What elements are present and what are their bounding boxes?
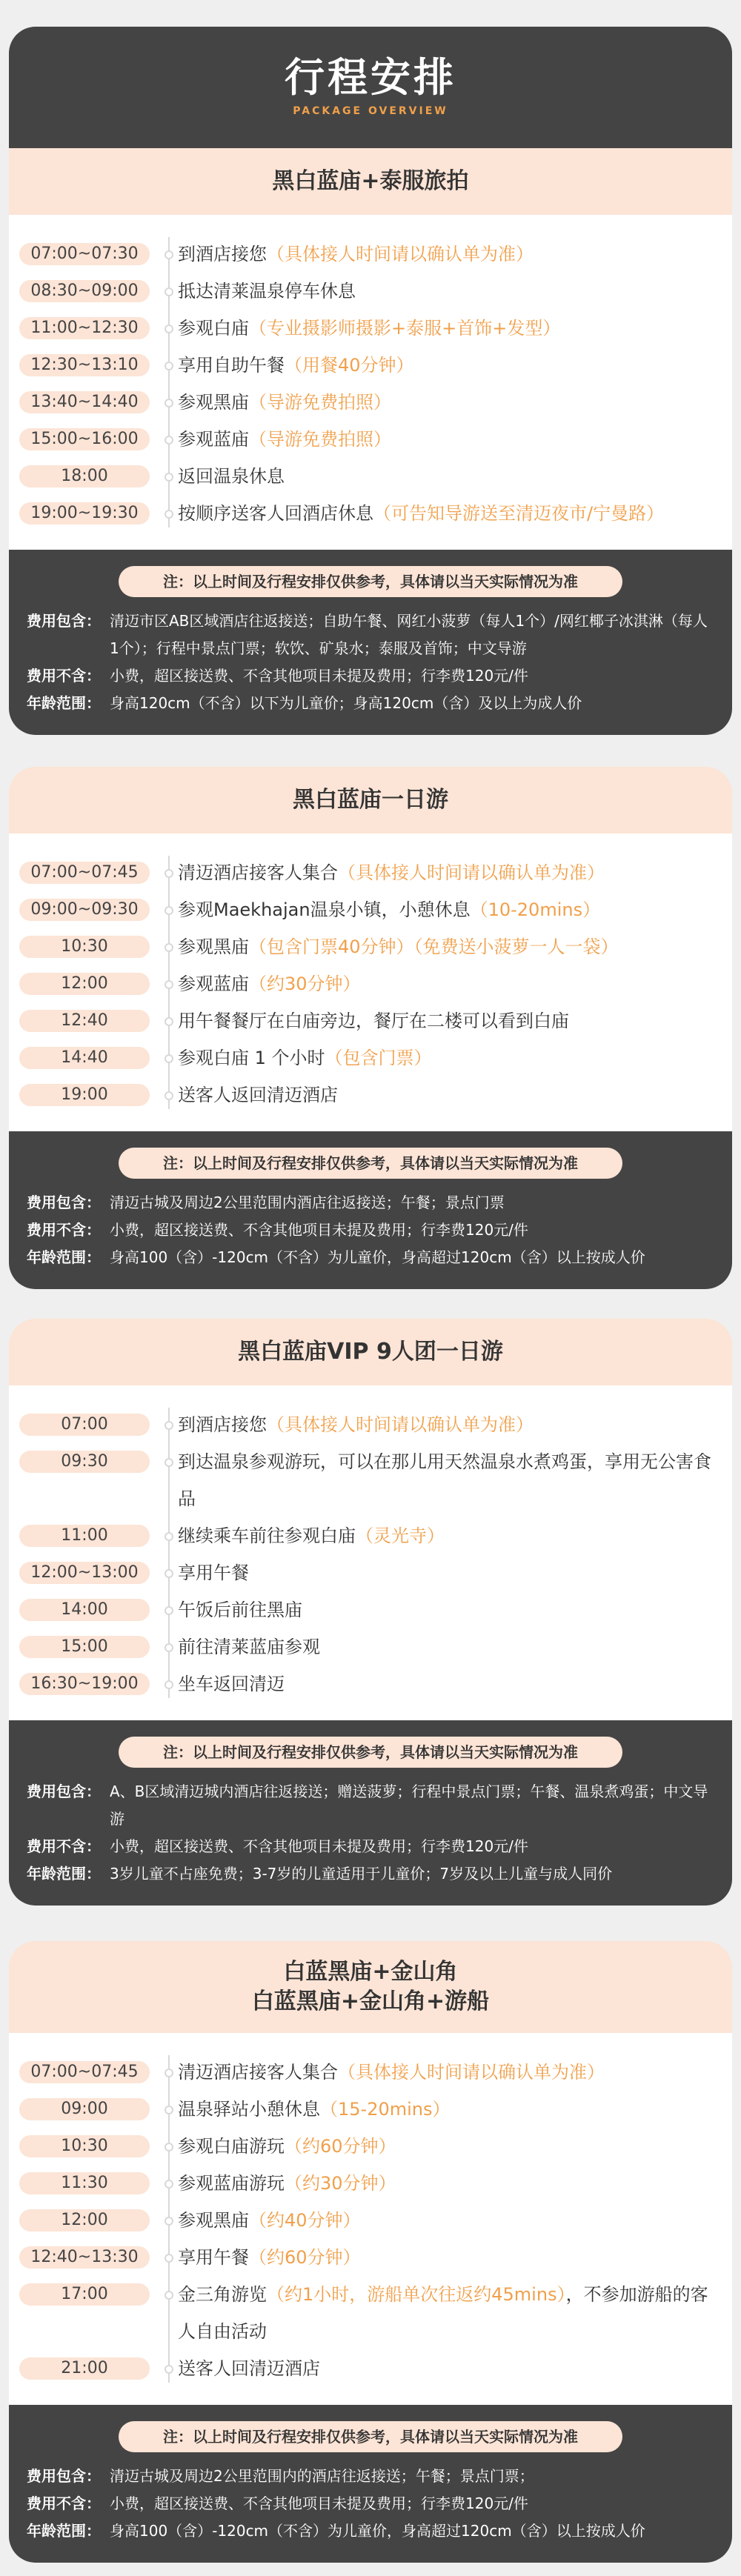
schedule-row <box>9 1517 732 1554</box>
activity-text: 返回温泉休息 <box>178 466 285 487</box>
note-line <box>27 1217 714 1244</box>
schedule-description <box>178 891 732 928</box>
activity-note: （用餐40分钟） <box>285 355 414 376</box>
activity-text: 参观白庙 1 个小时 <box>178 1048 325 1068</box>
time-badge: 09:00 <box>19 2098 150 2120</box>
schedule-row <box>9 236 732 273</box>
note-label: 费用不含： <box>27 1837 101 1855</box>
activity-text: 享用午餐 <box>178 2247 249 2268</box>
timeline-dot <box>165 2069 173 2077</box>
timeline-dot <box>165 436 173 445</box>
timeline-dot <box>165 2291 173 2300</box>
schedule-description <box>178 2091 732 2128</box>
timeline-dot <box>165 1458 173 1467</box>
schedule-description <box>178 1517 732 1554</box>
schedule-description <box>178 1443 732 1517</box>
activity-note: （具体接人时间请以确认单为准） <box>338 2062 605 2083</box>
note-line <box>27 608 714 662</box>
activity-text: 送客人返回清迈酒店 <box>178 1085 338 1105</box>
time-badge: 12:40~13:30 <box>19 2246 150 2269</box>
time-badge: 12:40 <box>19 1010 150 1032</box>
activity-note: （15-20mins） <box>320 2099 451 2120</box>
activity-text: 参观黑庙 <box>178 936 249 957</box>
schedule-description <box>178 928 732 965</box>
note-line <box>27 2463 714 2490</box>
time-badge: 17:00 <box>19 2283 150 2306</box>
note-text: 清迈古城及周边2公里范围内的酒店往返接送；午餐；景点门票； <box>110 2467 534 2485</box>
schedule-row <box>9 347 732 384</box>
activity-text: 用午餐餐厅在白庙旁边，餐厅在二楼可以看到白庙 <box>178 1011 569 1031</box>
timeline-dot <box>165 2180 173 2189</box>
schedule-row <box>9 1554 732 1591</box>
activity-note: （约30分钟） <box>285 2173 396 2194</box>
timeline-dot <box>165 2365 173 2374</box>
time-badge: 09:30 <box>19 1451 150 1473</box>
section-title <box>9 767 732 833</box>
time-badge: 10:30 <box>19 2135 150 2157</box>
activity-text: 享用自助午餐 <box>178 355 285 376</box>
schedule-description <box>178 854 732 891</box>
schedule-row <box>9 1628 732 1665</box>
schedule-description <box>178 458 732 495</box>
activity-note: （具体接人时间请以确认单为准） <box>338 862 605 883</box>
note-label: 费用包含： <box>27 2467 101 2485</box>
note-label: 年龄范围： <box>27 1248 101 1266</box>
itinerary-section <box>9 148 732 735</box>
time-badge: 19:00~19:30 <box>19 502 150 525</box>
activity-text: 清迈酒店接客人集合 <box>178 2062 338 2083</box>
timeline-dot <box>165 943 173 952</box>
schedule-row <box>9 384 732 421</box>
schedule-row <box>9 854 732 891</box>
schedule-description <box>178 1002 732 1039</box>
time-badge: 16:30~19:00 <box>19 1673 150 1695</box>
schedule-description <box>178 1076 732 1114</box>
timeline-dot <box>165 250 173 259</box>
section-title-text: 黑白蓝庙VIP 9人团一日游 <box>238 1339 503 1365</box>
fee-notes <box>9 1720 732 1906</box>
note-text: 身高100（含）-120cm（不含）为儿童价，身高超过120cm（含）以上按成人价 <box>110 2522 645 2540</box>
note-text: 小费，超区接送费、不含其他项目未提及费用；行李费120元/件 <box>110 1837 528 1855</box>
note-line <box>27 690 714 717</box>
schedule-description <box>178 347 732 384</box>
activity-note: （约60分钟） <box>285 2136 396 2157</box>
time-badge: 14:00 <box>19 1599 150 1621</box>
activity-note: （具体接人时间请以确认单为准） <box>267 244 534 264</box>
schedule-row <box>9 458 732 495</box>
notice-pill: 注：以上时间及行程安排仅供参考，具体请以当天实际情况为准 <box>119 1148 622 1179</box>
activity-text: 抵达清莱温泉停车休息 <box>178 281 356 302</box>
page-subtitle: PACKAGE OVERVIEW <box>293 105 448 117</box>
schedule-row <box>9 1591 732 1628</box>
section-title <box>9 1941 732 2033</box>
fee-notes <box>9 550 732 735</box>
activity-text: 前往清莱蓝庙参观 <box>178 1637 320 1657</box>
time-badge: 15:00 <box>19 1636 150 1658</box>
activity-text: 参观蓝庙 <box>178 974 249 994</box>
note-label: 费用包含： <box>27 612 101 630</box>
schedule-row <box>9 2202 732 2239</box>
time-badge: 07:00 <box>19 1414 150 1436</box>
schedule-row <box>9 1002 732 1039</box>
note-text: 小费，超区接送费、不含其他项目未提及费用；行李费120元/件 <box>110 2495 528 2512</box>
section-title-text: 黑白蓝庙+泰服旅拍 <box>272 168 469 194</box>
schedule-description <box>178 273 732 310</box>
schedule-description <box>178 1591 732 1628</box>
timeline-dot <box>165 906 173 915</box>
schedule-list <box>9 833 732 1131</box>
note-label: 费用不含： <box>27 667 101 685</box>
time-badge: 14:40 <box>19 1047 150 1069</box>
schedule-row <box>9 891 732 928</box>
schedule-row <box>9 2239 732 2276</box>
activity-text: 坐车返回清迈 <box>178 1674 285 1694</box>
activity-text: 按顺序送客人回酒店休息 <box>178 503 373 524</box>
note-text: 身高120cm（不含）以下为儿童价；身高120cm（含）及以上为成人价 <box>110 694 582 712</box>
time-badge: 12:00 <box>19 973 150 995</box>
schedule-description <box>178 2128 732 2165</box>
schedule-description <box>178 2239 732 2276</box>
note-line <box>27 1833 714 1860</box>
schedule-row <box>9 273 732 310</box>
note-label: 费用不含： <box>27 2495 101 2512</box>
schedule-row <box>9 965 732 1002</box>
schedule-row <box>9 2165 732 2202</box>
activity-text: 参观白庙游玩 <box>178 2136 285 2157</box>
activity-note: （10-20mins） <box>470 899 601 920</box>
timeline-dot <box>165 1017 173 1026</box>
activity-note: （可告知导游送至清迈夜市/宁曼路） <box>373 503 665 524</box>
schedule-row <box>9 2350 732 2387</box>
note-label: 费用包含： <box>27 1783 101 1800</box>
schedule-row <box>9 1039 732 1076</box>
activity-text: 金三角游览 <box>178 2284 267 2305</box>
page-title: 行程安排 <box>285 54 456 101</box>
activity-text: 到酒店接您 <box>178 244 267 264</box>
activity-text: 清迈酒店接客人集合 <box>178 862 338 883</box>
schedule-list <box>9 2033 732 2405</box>
notice-pill: 注：以上时间及行程安排仅供参考，具体请以当天实际情况为准 <box>119 566 622 597</box>
schedule-description <box>178 310 732 347</box>
note-line <box>27 1244 714 1271</box>
timeline-dot <box>165 362 173 370</box>
time-badge: 09:00~09:30 <box>19 899 150 921</box>
activity-note: （具体接人时间请以确认单为准） <box>267 1414 534 1435</box>
activity-text: 参观白庙 <box>178 318 249 339</box>
note-label: 费用不含： <box>27 1221 101 1239</box>
schedule-description <box>178 965 732 1002</box>
note-line <box>27 662 714 690</box>
time-badge: 15:00~16:00 <box>19 428 150 450</box>
schedule-row <box>9 421 732 458</box>
activity-text: 温泉驿站小憩休息 <box>178 2099 320 2120</box>
activity-note: （约40分钟） <box>249 2210 361 2231</box>
time-badge: 19:00 <box>19 1084 150 1106</box>
activity-text: 参观Maekhajan温泉小镇，小憩休息 <box>178 899 471 920</box>
activity-text: 送客人回清迈酒店 <box>178 2358 320 2379</box>
time-badge: 12:30~13:10 <box>19 354 150 376</box>
timeline-dot <box>165 1680 173 1689</box>
schedule-row <box>9 310 732 347</box>
time-badge: 21:00 <box>19 2357 150 2380</box>
fee-notes <box>9 1131 732 1289</box>
schedule-description <box>178 1665 732 1703</box>
activity-text: 参观黑庙 <box>178 2210 249 2231</box>
timeline-dot <box>165 980 173 989</box>
schedule-row <box>9 2128 732 2165</box>
note-label: 费用包含： <box>27 1194 101 1211</box>
activity-note: （导游免费拍照） <box>249 429 391 450</box>
schedule-description <box>178 1628 732 1665</box>
timeline-dot <box>165 473 173 482</box>
note-text: A、B区域清迈城内酒店往返接送；赠送菠萝；行程中景点门票；午餐、温泉煮鸡蛋；中文导游 <box>110 1783 708 1828</box>
schedule-description <box>178 1039 732 1076</box>
timeline-dot <box>165 510 173 519</box>
time-badge: 07:00~07:45 <box>19 2061 150 2083</box>
timeline-dot <box>165 1643 173 1652</box>
activity-text: 参观蓝庙 <box>178 429 249 450</box>
timeline-dot <box>165 2217 173 2226</box>
note-label: 年龄范围： <box>27 694 101 712</box>
schedule-row <box>9 1665 732 1703</box>
time-badge: 18:00 <box>19 465 150 487</box>
time-badge: 12:00 <box>19 2209 150 2231</box>
timeline-dot <box>165 1091 173 1100</box>
timeline-dot <box>165 1054 173 1063</box>
schedule-description <box>178 2165 732 2202</box>
schedule-row <box>9 495 732 532</box>
itinerary-section <box>9 1941 732 2563</box>
section-title <box>9 1319 732 1385</box>
note-text: 清迈古城及周边2公里范围内酒店往返接送；午餐；景点门票 <box>110 1194 505 1211</box>
itinerary-section <box>9 767 732 1289</box>
schedule-description <box>178 2054 732 2091</box>
schedule-description <box>178 2350 732 2387</box>
schedule-description <box>178 236 732 273</box>
time-badge: 11:00 <box>19 1525 150 1547</box>
time-badge: 08:30~09:00 <box>19 280 150 302</box>
section-title-text: 白蓝黑庙+金山角 <box>283 1959 458 1985</box>
itinerary-section <box>9 1319 732 1906</box>
activity-note: （导游免费拍照） <box>249 392 391 413</box>
schedule-description <box>178 495 732 532</box>
activity-text: 参观黑庙 <box>178 392 249 413</box>
schedule-description <box>178 1406 732 1443</box>
note-text: 清迈市区AB区域酒店往返接送；自助午餐、网红小菠萝（每人1个）/网红椰子冰淇淋（每人1个）；行程中景点门票；软饮、矿泉水；泰服及首饰；中文导游 <box>110 612 708 657</box>
activity-note: （灵光寺） <box>356 1525 445 1546</box>
schedule-description <box>178 2202 732 2239</box>
schedule-description <box>178 384 732 421</box>
schedule-row <box>9 928 732 965</box>
activity-note: （专业摄影师摄影+泰服+首饰+发型） <box>249 318 561 339</box>
note-line <box>27 1860 714 1888</box>
timeline-dot <box>165 1606 173 1615</box>
schedule-list <box>9 215 732 550</box>
note-text: 身高100（含）-120cm（不含）为儿童价，身高超过120cm（含）以上按成人价 <box>110 1248 645 1266</box>
section-title <box>9 148 732 215</box>
fee-notes <box>9 2405 732 2563</box>
section-subtitle-text: 白蓝黑庙+金山角+游船 <box>251 1988 490 2014</box>
activity-text: 到酒店接您 <box>178 1414 267 1435</box>
time-badge: 10:30 <box>19 936 150 958</box>
schedule-row <box>9 1443 732 1517</box>
note-text: 小费，超区接送费、不含其他项目未提及费用；行李费120元/件 <box>110 1221 528 1239</box>
activity-note: （约1小时，游船单次往返约45mins） <box>267 2284 566 2305</box>
timeline-dot <box>165 1421 173 1430</box>
note-line <box>27 1778 714 1833</box>
timeline-dot <box>165 2143 173 2151</box>
schedule-row <box>9 2276 732 2350</box>
timeline-dot <box>165 287 173 296</box>
schedule-list <box>9 1385 732 1720</box>
timeline-dot <box>165 325 173 333</box>
note-text: 小费，超区接送费、不含其他项目未提及费用；行李费120元/件 <box>110 667 528 685</box>
activity-extra: ，不参加游船的客人自由活动 <box>178 2284 708 2342</box>
timeline-dot <box>165 1569 173 1578</box>
schedule-row <box>9 1076 732 1114</box>
time-badge: 07:00~07:30 <box>19 243 150 265</box>
schedule-description <box>178 1554 732 1591</box>
note-text: 3岁儿童不占座免费；3-7岁的儿童适用于儿童价；7岁及以上儿童与成人同价 <box>110 1865 613 1883</box>
note-line <box>27 2490 714 2517</box>
note-line <box>27 1189 714 1217</box>
activity-text: 到达温泉参观游玩，可以在那儿用天然温泉水煮鸡蛋，享用无公害食品 <box>178 1451 711 1509</box>
notice-pill: 注：以上时间及行程安排仅供参考，具体请以当天实际情况为准 <box>119 1737 622 1768</box>
schedule-row <box>9 2091 732 2128</box>
activity-note: （约30分钟） <box>249 974 361 994</box>
activity-text: 享用午餐 <box>178 1562 249 1583</box>
timeline-dot <box>165 1532 173 1541</box>
time-badge: 11:30 <box>19 2172 150 2194</box>
activity-text: 继续乘车前往参观白庙 <box>178 1525 356 1546</box>
activity-text: 午饭后前往黑庙 <box>178 1600 302 1620</box>
schedule-description <box>178 2276 732 2350</box>
note-label: 年龄范围： <box>27 1865 101 1883</box>
schedule-row <box>9 1406 732 1443</box>
section-title-text: 黑白蓝庙一日游 <box>293 787 448 813</box>
activity-text: 参观蓝庙游玩 <box>178 2173 285 2194</box>
timeline-dot <box>165 399 173 407</box>
schedule-description <box>178 421 732 458</box>
time-badge: 07:00~07:45 <box>19 862 150 884</box>
timeline-dot <box>165 2254 173 2263</box>
schedule-row <box>9 2054 732 2091</box>
time-badge: 12:00~13:00 <box>19 1562 150 1584</box>
activity-note: （包含门票40分钟）（免费送小菠萝一人一袋） <box>249 936 619 957</box>
time-badge: 11:00~12:30 <box>19 317 150 339</box>
notice-pill: 注：以上时间及行程安排仅供参考，具体请以当天实际情况为准 <box>119 2421 622 2452</box>
timeline-dot <box>165 869 173 878</box>
activity-note: （包含门票） <box>325 1048 432 1068</box>
timeline-dot <box>165 2106 173 2114</box>
note-label: 年龄范围： <box>27 2522 101 2540</box>
note-line <box>27 2517 714 2545</box>
hero-banner <box>9 27 732 148</box>
time-badge: 13:40~14:40 <box>19 391 150 413</box>
activity-note: （约60分钟） <box>249 2247 361 2268</box>
